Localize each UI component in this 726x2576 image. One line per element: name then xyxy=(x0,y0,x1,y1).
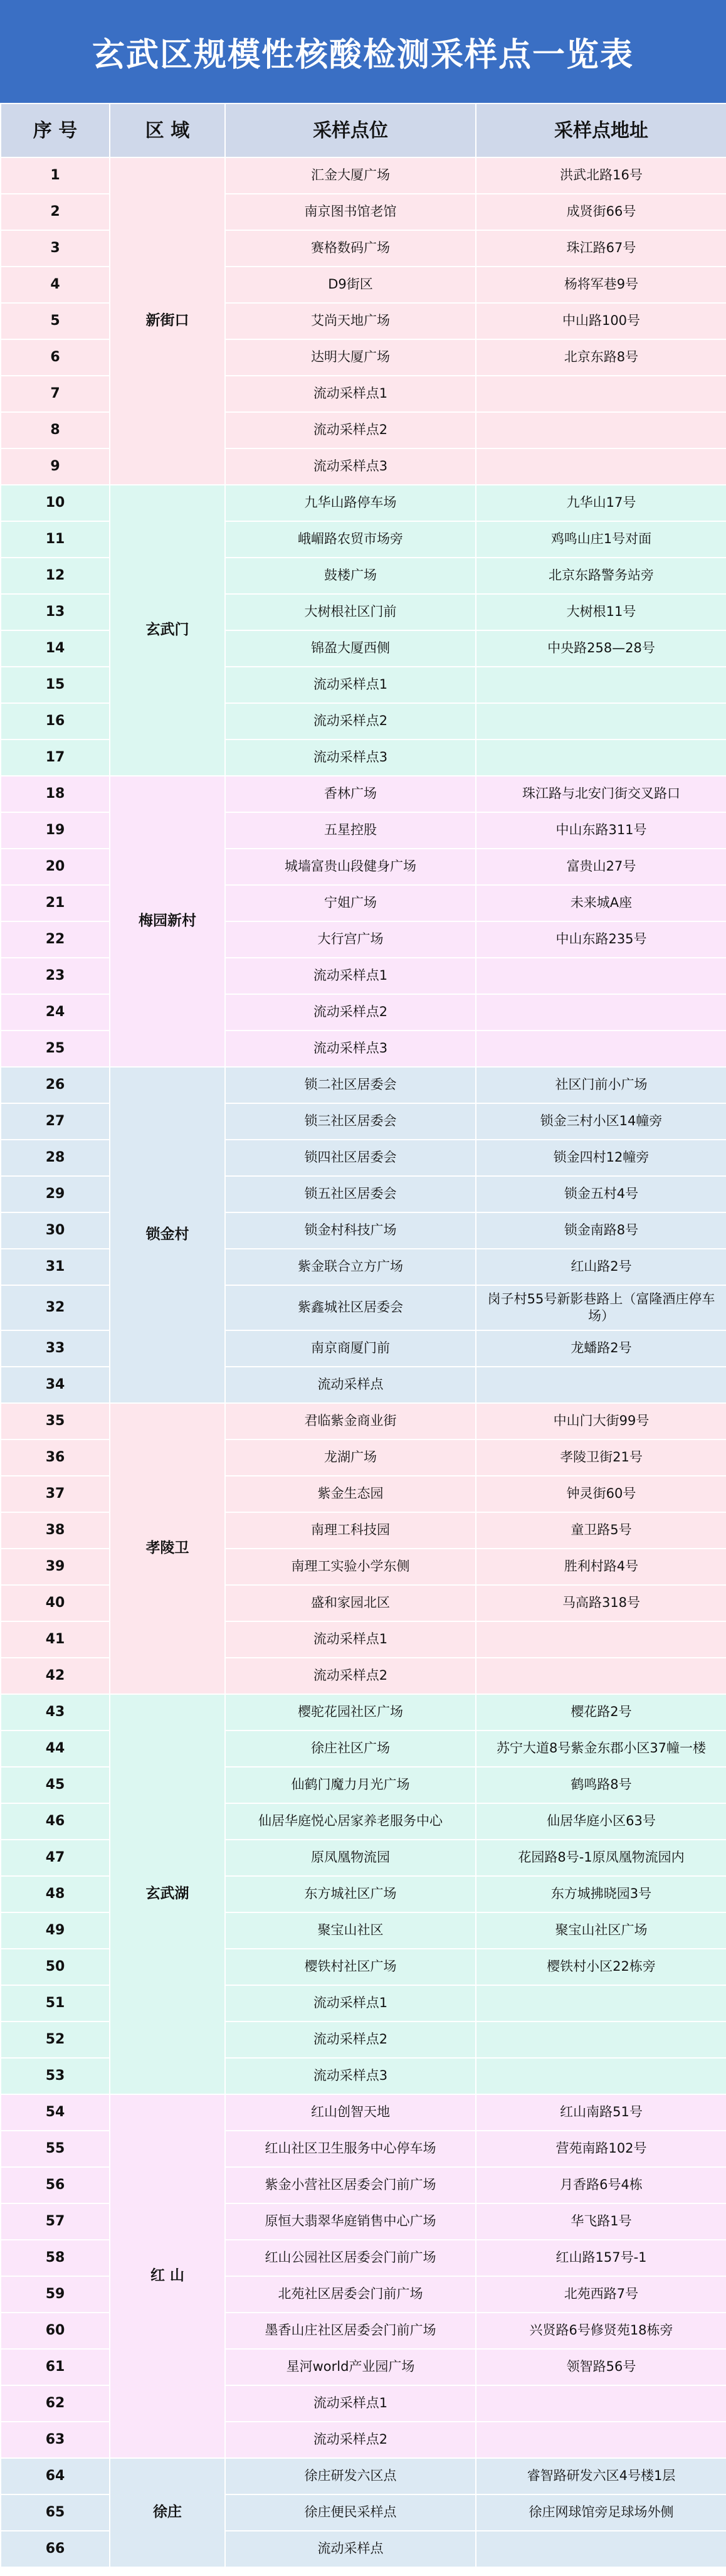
address-cell: 花园路8号-1原凤凰物流园内 xyxy=(476,1840,726,1876)
table-row xyxy=(1,1067,726,1103)
address-cell xyxy=(476,1658,726,1694)
address-cell: 锁金四村12幢旁 xyxy=(476,1140,726,1176)
seq-cell: 57 xyxy=(1,2203,110,2240)
address-cell: 睿智路研发六区4号楼1层 xyxy=(476,2458,726,2494)
table-row xyxy=(1,2531,726,2567)
site-cell: 紫金联合立方广场 xyxy=(225,1249,476,1285)
address-cell xyxy=(476,448,726,485)
table-row xyxy=(1,2276,726,2313)
table-row xyxy=(1,1285,726,1330)
table-row xyxy=(1,558,726,594)
address-cell: 钟灵街60号 xyxy=(476,1476,726,1512)
site-cell: 流动采样点3 xyxy=(225,448,476,485)
site-cell: 东方城社区广场 xyxy=(225,1876,476,1912)
site-cell: 九华山路停车场 xyxy=(225,485,476,521)
table-row xyxy=(1,376,726,412)
seq-cell: 35 xyxy=(1,1403,110,1439)
site-cell: 流动采样点3 xyxy=(225,1031,476,1067)
table-row xyxy=(1,2458,726,2494)
address-cell: 仙居华庭小区63号 xyxy=(476,1803,726,1840)
address-cell: 兴贤路6号修贤苑18栋旁 xyxy=(476,2313,726,2349)
header-address: 采样点地址 xyxy=(476,103,726,157)
seq-cell: 52 xyxy=(1,2022,110,2058)
table-row xyxy=(1,2094,726,2131)
address-cell: 中山东路311号 xyxy=(476,812,726,849)
address-cell: 北苑西路7号 xyxy=(476,2276,726,2313)
table-row xyxy=(1,2131,726,2167)
site-cell: 徐庄社区广场 xyxy=(225,1731,476,1767)
table-row xyxy=(1,812,726,849)
seq-cell: 40 xyxy=(1,1585,110,1621)
site-cell: 五星控股 xyxy=(225,812,476,849)
address-cell xyxy=(476,1621,726,1658)
address-cell: 锁金五村4号 xyxy=(476,1176,726,1212)
district-cell: 孝陵卫 xyxy=(110,1403,225,1694)
table-row xyxy=(1,1140,726,1176)
seq-cell: 60 xyxy=(1,2313,110,2349)
site-cell: 流动采样点1 xyxy=(225,667,476,703)
address-cell xyxy=(476,739,726,776)
address-cell: 东方城拂晓园3号 xyxy=(476,1876,726,1912)
address-cell: 徐庄网球馆旁足球场外侧 xyxy=(476,2494,726,2531)
table-row xyxy=(1,2494,726,2531)
seq-cell: 9 xyxy=(1,448,110,485)
address-cell: 领智路56号 xyxy=(476,2349,726,2385)
district-cell: 玄武门 xyxy=(110,485,225,776)
seq-cell: 55 xyxy=(1,2131,110,2167)
seq-cell: 12 xyxy=(1,558,110,594)
district-cell: 新街口 xyxy=(110,157,225,485)
site-cell: 流动采样点1 xyxy=(225,2385,476,2422)
address-cell: 孝陵卫街21号 xyxy=(476,1439,726,1476)
site-cell: 徐庄便民采样点 xyxy=(225,2494,476,2531)
address-cell xyxy=(476,2385,726,2422)
table-row xyxy=(1,1985,726,2022)
table-row xyxy=(1,1767,726,1803)
table-row xyxy=(1,1549,726,1585)
address-cell: 社区门前小广场 xyxy=(476,1067,726,1103)
site-cell: 艾尚天地广场 xyxy=(225,303,476,339)
address-cell: 未来城A座 xyxy=(476,885,726,921)
site-cell: 流动采样点1 xyxy=(225,376,476,412)
seq-cell: 2 xyxy=(1,194,110,230)
page-title: 玄武区规模性核酸检测采样点一览表 xyxy=(0,0,726,103)
address-cell: 珠江路与北安门街交叉路口 xyxy=(476,776,726,812)
site-cell: 南京商厦门前 xyxy=(225,1330,476,1367)
seq-cell: 51 xyxy=(1,1985,110,2022)
seq-cell: 32 xyxy=(1,1285,110,1330)
table-row xyxy=(1,1585,726,1621)
table-row xyxy=(1,448,726,485)
address-cell xyxy=(476,994,726,1031)
site-cell: D9街区 xyxy=(225,267,476,303)
table-row xyxy=(1,776,726,812)
seq-cell: 13 xyxy=(1,594,110,630)
address-cell: 樱铁村小区22栋旁 xyxy=(476,1949,726,1985)
table-row xyxy=(1,230,726,267)
seq-cell: 19 xyxy=(1,812,110,849)
site-cell: 樱驼花园社区广场 xyxy=(225,1694,476,1731)
site-cell: 锁五社区居委会 xyxy=(225,1176,476,1212)
address-cell: 童卫路5号 xyxy=(476,1512,726,1549)
site-cell: 大行宫广场 xyxy=(225,921,476,958)
address-cell: 中山路100号 xyxy=(476,303,726,339)
seq-cell: 31 xyxy=(1,1249,110,1285)
table-row xyxy=(1,849,726,885)
header-seq: 序 号 xyxy=(1,103,110,157)
seq-cell: 18 xyxy=(1,776,110,812)
site-cell: 宁姐广场 xyxy=(225,885,476,921)
site-cell: 流动采样点1 xyxy=(225,1621,476,1658)
site-cell: 流动采样点2 xyxy=(225,1658,476,1694)
table-body xyxy=(1,157,726,2567)
table-row xyxy=(1,1439,726,1476)
address-cell xyxy=(476,376,726,412)
seq-cell: 62 xyxy=(1,2385,110,2422)
seq-cell: 22 xyxy=(1,921,110,958)
address-cell: 九华山17号 xyxy=(476,485,726,521)
address-cell: 北京东路8号 xyxy=(476,339,726,376)
seq-cell: 34 xyxy=(1,1367,110,1403)
table-row xyxy=(1,885,726,921)
site-cell: 达明大厦广场 xyxy=(225,339,476,376)
address-cell xyxy=(476,703,726,739)
seq-cell: 49 xyxy=(1,1912,110,1949)
site-cell: 流动采样点 xyxy=(225,2531,476,2567)
table-row xyxy=(1,412,726,448)
address-cell: 营苑南路102号 xyxy=(476,2131,726,2167)
site-cell: 大树根社区门前 xyxy=(225,594,476,630)
seq-cell: 11 xyxy=(1,521,110,558)
district-cell: 梅园新村 xyxy=(110,776,225,1067)
site-cell: 樱铁村社区广场 xyxy=(225,1949,476,1985)
address-cell xyxy=(476,1985,726,2022)
site-cell: 北苑社区居委会门前广场 xyxy=(225,2276,476,2313)
address-cell: 红山路2号 xyxy=(476,1249,726,1285)
site-cell: 原恒大翡翠华庭销售中心广场 xyxy=(225,2203,476,2240)
district-cell: 玄武湖 xyxy=(110,1694,225,2094)
site-cell: 墨香山庄社区居委会门前广场 xyxy=(225,2313,476,2349)
table-row xyxy=(1,2058,726,2094)
seq-cell: 3 xyxy=(1,230,110,267)
address-cell: 华飞路1号 xyxy=(476,2203,726,2240)
address-cell xyxy=(476,1367,726,1403)
site-cell: 红山公园社区居委会门前广场 xyxy=(225,2240,476,2276)
address-cell xyxy=(476,2531,726,2567)
address-cell xyxy=(476,412,726,448)
address-cell xyxy=(476,2022,726,2058)
seq-cell: 27 xyxy=(1,1103,110,1140)
address-cell xyxy=(476,667,726,703)
seq-cell: 64 xyxy=(1,2458,110,2494)
site-cell: 南理工科技园 xyxy=(225,1512,476,1549)
seq-cell: 6 xyxy=(1,339,110,376)
site-cell: 仙鹤门魔力月光广场 xyxy=(225,1767,476,1803)
seq-cell: 33 xyxy=(1,1330,110,1367)
table-row xyxy=(1,703,726,739)
address-cell xyxy=(476,2422,726,2458)
address-cell: 聚宝山社区广场 xyxy=(476,1912,726,1949)
table-row xyxy=(1,521,726,558)
table-row xyxy=(1,1031,726,1067)
seq-cell: 59 xyxy=(1,2276,110,2313)
address-cell: 锁金三村小区14幢旁 xyxy=(476,1103,726,1140)
site-cell: 南京图书馆老馆 xyxy=(225,194,476,230)
table-row xyxy=(1,2022,726,2058)
seq-cell: 21 xyxy=(1,885,110,921)
seq-cell: 15 xyxy=(1,667,110,703)
site-cell: 红山社区卫生服务中心停车场 xyxy=(225,2131,476,2167)
address-cell: 中央路258—28号 xyxy=(476,630,726,667)
seq-cell: 41 xyxy=(1,1621,110,1658)
address-cell: 大树根11号 xyxy=(476,594,726,630)
address-cell xyxy=(476,1031,726,1067)
site-cell: 流动采样点2 xyxy=(225,412,476,448)
seq-cell: 29 xyxy=(1,1176,110,1212)
seq-cell: 26 xyxy=(1,1067,110,1103)
site-cell: 红山创智天地 xyxy=(225,2094,476,2131)
table-row xyxy=(1,1212,726,1249)
site-cell: 君临紫金商业街 xyxy=(225,1403,476,1439)
address-cell: 鸡鸣山庄1号对面 xyxy=(476,521,726,558)
seq-cell: 16 xyxy=(1,703,110,739)
address-cell: 龙蟠路2号 xyxy=(476,1330,726,1367)
table-row xyxy=(1,1912,726,1949)
table-row xyxy=(1,1949,726,1985)
seq-cell: 5 xyxy=(1,303,110,339)
table-row xyxy=(1,267,726,303)
address-cell: 北京东路警务站旁 xyxy=(476,558,726,594)
seq-cell: 7 xyxy=(1,376,110,412)
district-cell: 红 山 xyxy=(110,2094,225,2458)
seq-cell: 56 xyxy=(1,2167,110,2203)
table-row xyxy=(1,1694,726,1731)
table-row xyxy=(1,1103,726,1140)
table-row xyxy=(1,303,726,339)
site-cell: 流动采样点1 xyxy=(225,958,476,994)
seq-cell: 10 xyxy=(1,485,110,521)
table-row xyxy=(1,958,726,994)
table-row xyxy=(1,2385,726,2422)
address-cell: 胜利村路4号 xyxy=(476,1549,726,1585)
address-cell: 珠江路67号 xyxy=(476,230,726,267)
address-cell xyxy=(476,958,726,994)
seq-cell: 20 xyxy=(1,849,110,885)
table-row xyxy=(1,1731,726,1767)
table-row xyxy=(1,1330,726,1367)
header-row xyxy=(1,103,726,157)
header-district: 区 域 xyxy=(110,103,225,157)
seq-cell: 4 xyxy=(1,267,110,303)
address-cell: 岗子村55号新影巷路上（富隆酒庄停车场） xyxy=(476,1285,726,1330)
site-cell: 锦盈大厦西侧 xyxy=(225,630,476,667)
seq-cell: 14 xyxy=(1,630,110,667)
site-cell: 紫金小营社区居委会门前广场 xyxy=(225,2167,476,2203)
address-cell: 樱花路2号 xyxy=(476,1694,726,1731)
site-cell: 仙居华庭悦心居家养老服务中心 xyxy=(225,1803,476,1840)
site-cell: 流动采样点1 xyxy=(225,1985,476,2022)
seq-cell: 47 xyxy=(1,1840,110,1876)
seq-cell: 37 xyxy=(1,1476,110,1512)
sampling-table xyxy=(0,103,726,2576)
address-cell: 杨将军巷9号 xyxy=(476,267,726,303)
address-cell: 鹤鸣路8号 xyxy=(476,1767,726,1803)
site-cell: 星河world产业园广场 xyxy=(225,2349,476,2385)
district-cell: 锁金村 xyxy=(110,1067,225,1403)
table-row xyxy=(1,2349,726,2385)
table-row xyxy=(1,1840,726,1876)
site-cell: 南理工实验小学东侧 xyxy=(225,1549,476,1585)
seq-cell: 28 xyxy=(1,1140,110,1176)
site-cell: 流动采样点3 xyxy=(225,739,476,776)
table-row xyxy=(1,1658,726,1694)
site-cell: 流动采样点3 xyxy=(225,2058,476,2094)
table-row xyxy=(1,485,726,521)
seq-cell: 36 xyxy=(1,1439,110,1476)
table-row xyxy=(1,1621,726,1658)
table-row xyxy=(1,2313,726,2349)
table-row xyxy=(1,1176,726,1212)
site-cell: 香林广场 xyxy=(225,776,476,812)
table-row xyxy=(1,1476,726,1512)
site-cell: 峨嵋路农贸市场旁 xyxy=(225,521,476,558)
seq-cell: 46 xyxy=(1,1803,110,1840)
table-row xyxy=(1,630,726,667)
address-cell: 中山门大街99号 xyxy=(476,1403,726,1439)
table-row xyxy=(1,2240,726,2276)
seq-cell: 48 xyxy=(1,1876,110,1912)
table-row xyxy=(1,157,726,194)
table-row xyxy=(1,1403,726,1439)
site-cell: 汇金大厦广场 xyxy=(225,157,476,194)
seq-cell: 30 xyxy=(1,1212,110,1249)
table-row xyxy=(1,2167,726,2203)
address-cell: 中山东路235号 xyxy=(476,921,726,958)
table-row xyxy=(1,1249,726,1285)
site-cell: 徐庄研发六区点 xyxy=(225,2458,476,2494)
table-row xyxy=(1,667,726,703)
seq-cell: 44 xyxy=(1,1731,110,1767)
seq-cell: 24 xyxy=(1,994,110,1031)
site-cell: 聚宝山社区 xyxy=(225,1912,476,1949)
seq-cell: 61 xyxy=(1,2349,110,2385)
site-cell: 鼓楼广场 xyxy=(225,558,476,594)
seq-cell: 42 xyxy=(1,1658,110,1694)
seq-cell: 63 xyxy=(1,2422,110,2458)
address-cell: 富贵山27号 xyxy=(476,849,726,885)
site-cell: 流动采样点 xyxy=(225,1367,476,1403)
seq-cell: 1 xyxy=(1,157,110,194)
seq-cell: 8 xyxy=(1,412,110,448)
site-cell: 锁二社区居委会 xyxy=(225,1067,476,1103)
seq-cell: 17 xyxy=(1,739,110,776)
table-row xyxy=(1,594,726,630)
seq-cell: 38 xyxy=(1,1512,110,1549)
table-row xyxy=(1,1803,726,1840)
table-row xyxy=(1,1512,726,1549)
seq-cell: 58 xyxy=(1,2240,110,2276)
table-row xyxy=(1,1367,726,1403)
address-cell: 红山南路51号 xyxy=(476,2094,726,2131)
header-site: 采样点位 xyxy=(225,103,476,157)
district-cell: 徐庄 xyxy=(110,2458,225,2567)
site-cell: 城墙富贵山段健身广场 xyxy=(225,849,476,885)
seq-cell: 66 xyxy=(1,2531,110,2567)
site-cell: 流动采样点2 xyxy=(225,2022,476,2058)
site-cell: 锁四社区居委会 xyxy=(225,1140,476,1176)
site-cell: 原凤凰物流园 xyxy=(225,1840,476,1876)
address-cell: 成贤街66号 xyxy=(476,194,726,230)
address-cell: 月香路6号4栋 xyxy=(476,2167,726,2203)
site-cell: 流动采样点2 xyxy=(225,703,476,739)
address-cell xyxy=(476,2058,726,2094)
site-cell: 流动采样点2 xyxy=(225,2422,476,2458)
seq-cell: 39 xyxy=(1,1549,110,1585)
seq-cell: 65 xyxy=(1,2494,110,2531)
site-cell: 盛和家园北区 xyxy=(225,1585,476,1621)
site-cell: 紫金生态园 xyxy=(225,1476,476,1512)
seq-cell: 23 xyxy=(1,958,110,994)
table-row xyxy=(1,1876,726,1912)
address-cell: 马高路318号 xyxy=(476,1585,726,1621)
address-cell: 洪武北路16号 xyxy=(476,157,726,194)
table-row xyxy=(1,921,726,958)
seq-cell: 43 xyxy=(1,1694,110,1731)
bottom-edge xyxy=(1,2567,726,2576)
site-cell: 流动采样点2 xyxy=(225,994,476,1031)
table-row xyxy=(1,994,726,1031)
seq-cell: 25 xyxy=(1,1031,110,1067)
table-row xyxy=(1,2422,726,2458)
address-cell: 锁金南路8号 xyxy=(476,1212,726,1249)
table-row xyxy=(1,339,726,376)
table-row xyxy=(1,739,726,776)
seq-cell: 54 xyxy=(1,2094,110,2131)
seq-cell: 50 xyxy=(1,1949,110,1985)
seq-cell: 45 xyxy=(1,1767,110,1803)
table-row xyxy=(1,194,726,230)
site-cell: 赛格数码广场 xyxy=(225,230,476,267)
address-cell: 红山路157号-1 xyxy=(476,2240,726,2276)
site-cell: 锁金村科技广场 xyxy=(225,1212,476,1249)
site-cell: 锁三社区居委会 xyxy=(225,1103,476,1140)
site-cell: 紫鑫城社区居委会 xyxy=(225,1285,476,1330)
address-cell: 苏宁大道8号紫金东郡小区37幢一楼 xyxy=(476,1731,726,1767)
table-row xyxy=(1,2203,726,2240)
site-cell: 龙湖广场 xyxy=(225,1439,476,1476)
seq-cell: 53 xyxy=(1,2058,110,2094)
